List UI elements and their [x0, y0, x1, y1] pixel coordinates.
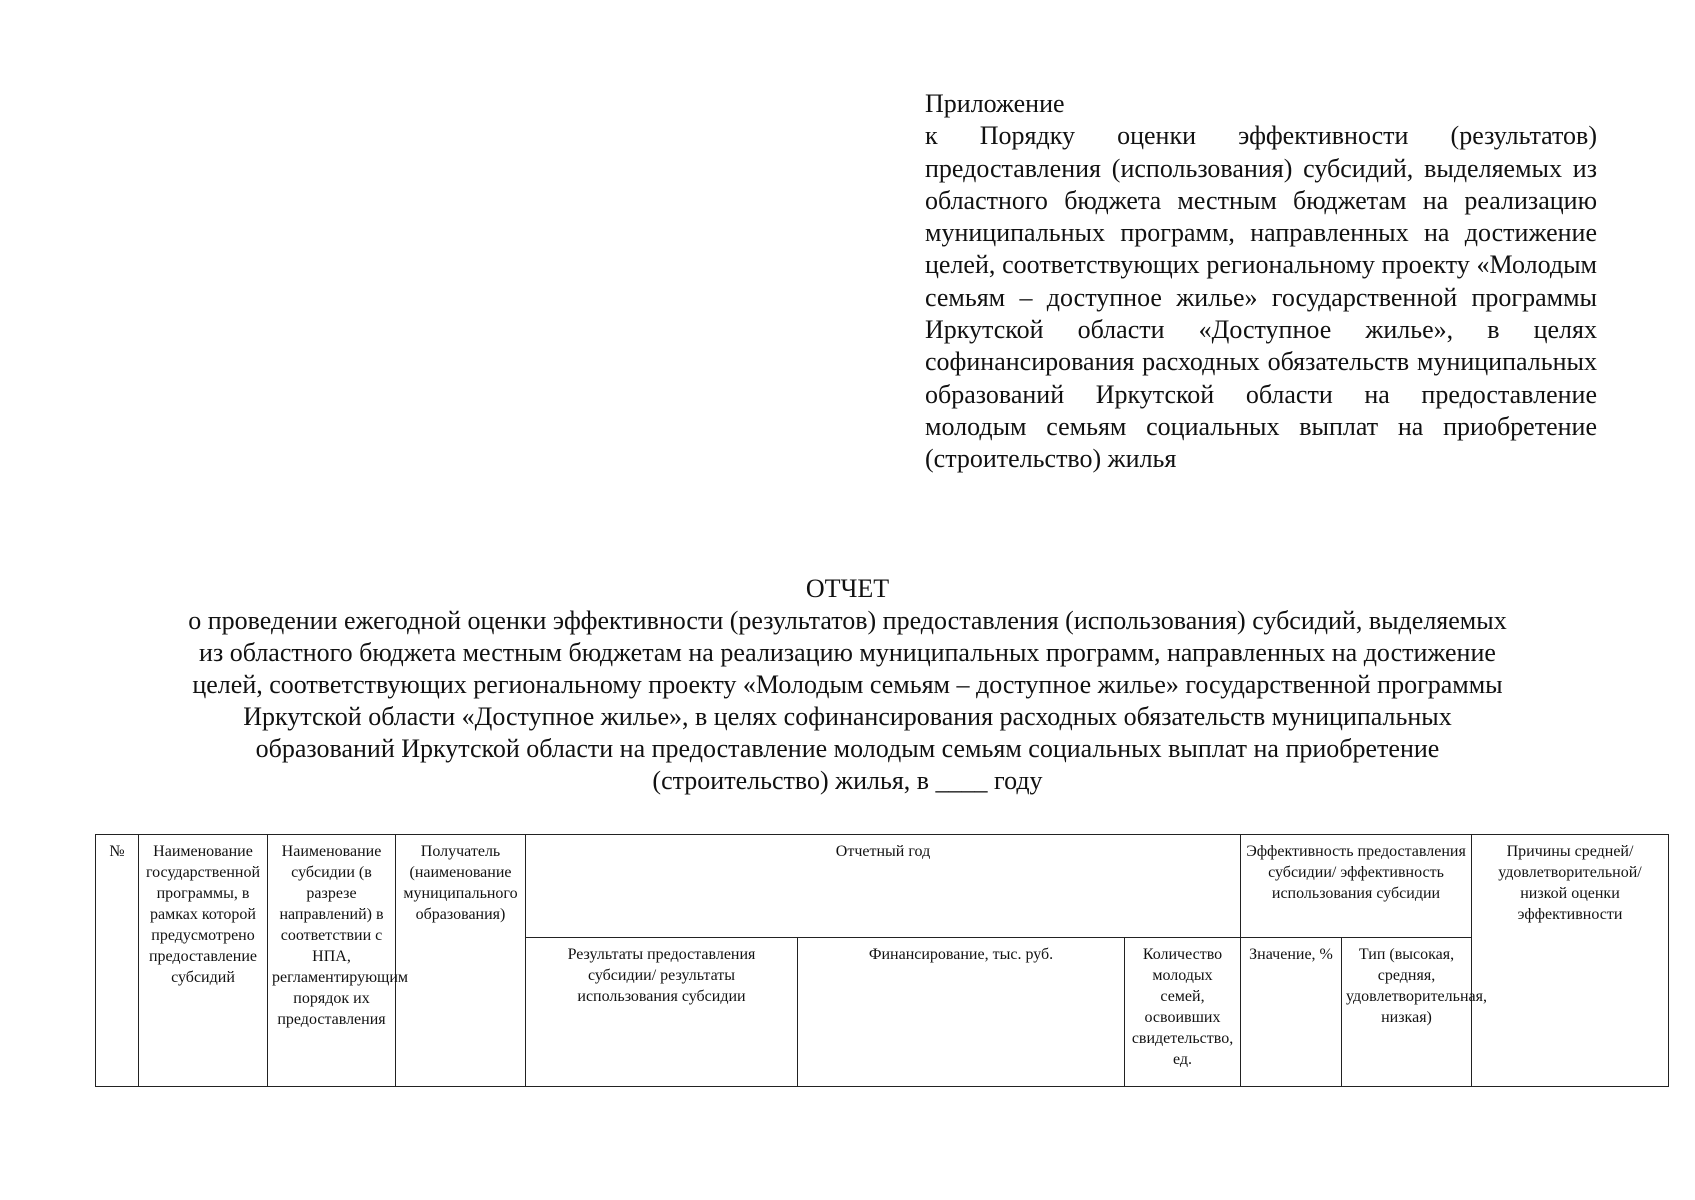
- appendix-body: к Порядку оценки эффективности (результатов) предоставления (использования) субсидий, выделяемых из областного бюджета местным бюджетам на реализацию муниципальных программ, направленных на достижение целей, соответствующих региональному проекту «Молодым семьям – доступное жилье» государственной программы Иркутской области «Доступное жилье», в целях софинансирования расходных обязательств муниципальных образований Иркутской области на предоставление молодым семьям социальных выплат на приобретение (строительство) жилья: [925, 121, 1597, 474]
- report-header: [90, 573, 1605, 797]
- header-families: Количество молодых семей, освоивших свидетельство, ед.: [1125, 938, 1241, 1087]
- header-number: №: [96, 835, 139, 1087]
- report-subtitle-line: из областного бюджета местным бюджетам на реализацию муниципальных программ, направленных на достижение: [199, 638, 1496, 667]
- header-subsidy: Наименование субсидии (в разрезе направлений) в соответствии с НПА, регламентирующим порядок их предоставления: [268, 835, 396, 1087]
- report-table: [95, 834, 1669, 1087]
- header-type: Тип (высокая, средняя, удовлетворительная, низкая): [1342, 938, 1472, 1087]
- header-financing: Финансирование, тыс. руб.: [798, 938, 1125, 1087]
- table-header-row: [96, 835, 1669, 938]
- header-efficiency: Эффективность предоставления субсидии/ эффективность использования субсидии: [1241, 835, 1472, 938]
- appendix-title: Приложение: [925, 89, 1065, 118]
- header-results: Результаты предоставления субсидии/ результаты использования субсидии: [526, 938, 798, 1087]
- header-program: Наименование государственной программы, в рамках которой предусмотрено предоставление субсидий: [139, 835, 268, 1087]
- report-subtitle-line: Иркутской области «Доступное жилье», в целях софинансирования расходных обязательств муниципальных: [243, 702, 1452, 731]
- report-heading: ОТЧЕТ: [805, 574, 890, 603]
- appendix-block: [925, 88, 1597, 476]
- report-subtitle-line: (строительство) жилья, в ____ году: [652, 766, 1043, 795]
- header-report-year: Отчетный год: [526, 835, 1241, 938]
- report-subtitle-line: целей, соответствующих региональному проекту «Молодым семьям – доступное жилье» государственной программы: [192, 670, 1503, 699]
- report-subtitle-line: образований Иркутской области на предоставление молодым семьям социальных выплат на приобретение: [255, 734, 1440, 763]
- header-reasons: Причины средней/удовлетворительной/ низкой оценки эффективности: [1472, 835, 1669, 1087]
- header-value: Значение, %: [1241, 938, 1342, 1087]
- report-subtitle-line: о проведении ежегодной оценки эффективности (результатов) предоставления (использования) субсидий, выделяемых: [188, 606, 1507, 635]
- header-recipient: Получатель (наименование муниципального образования): [396, 835, 526, 1087]
